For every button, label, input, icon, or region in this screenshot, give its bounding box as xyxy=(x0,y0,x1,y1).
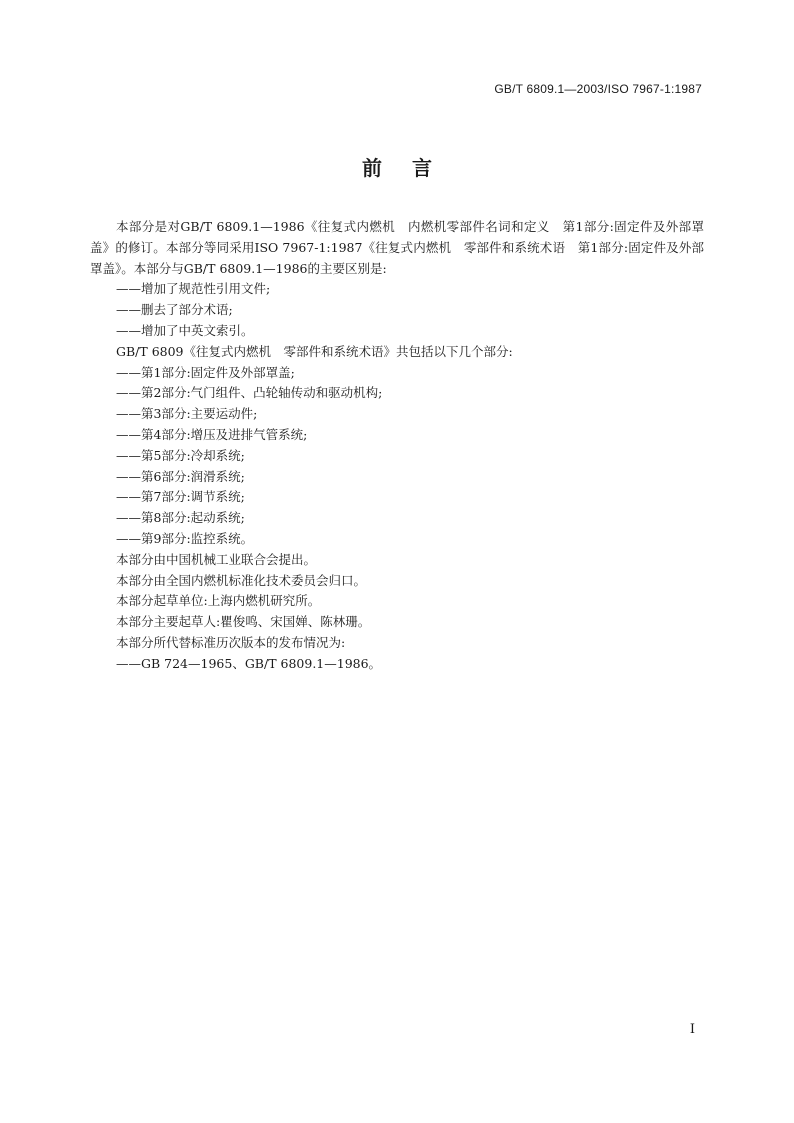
statement-committee: 本部分由全国内燃机标准化技术委员会归口。 xyxy=(116,572,367,588)
part-item: ——第9部分:监控系统。 xyxy=(116,530,254,546)
part-item: ——第3部分:主要运动件; xyxy=(116,406,258,422)
foreword-body xyxy=(90,217,704,675)
difference-item: ——增加了规范性引用文件; xyxy=(116,281,271,297)
statement-history-intro: 本部分所代替标准历次版本的发布情况为: xyxy=(116,634,346,650)
part-item: ——第6部分:润滑系统; xyxy=(116,468,245,484)
page-number: I xyxy=(689,1022,695,1037)
part-item: ——第4部分:增压及进排气管系统; xyxy=(116,426,308,442)
parts-intro: GB/T 6809《往复式内燃机 零部件和系统术语》共包括以下几个部分: xyxy=(116,343,513,359)
difference-item: ——增加了中英文索引。 xyxy=(116,322,254,338)
statement-drafting-unit: 本部分起草单位:上海内燃机研究所。 xyxy=(116,593,321,609)
standard-code: GB/T 6809.1—2003/ISO 7967-1:1987 xyxy=(494,82,702,96)
part-item: ——第7部分:调节系统; xyxy=(116,489,245,505)
history-item: ——GB 724—1965、GB/T 6809.1—1986。 xyxy=(116,655,382,671)
page-title: 前言 xyxy=(362,156,462,180)
statement-proposer: 本部分由中国机械工业联合会提出。 xyxy=(116,551,317,567)
statement-drafters: 本部分主要起草人:瞿俊鸣、宋国婵、陈林珊。 xyxy=(116,614,371,630)
part-item: ——第5部分:冷却系统; xyxy=(116,447,245,463)
part-item: ——第8部分:起动系统; xyxy=(116,510,245,526)
difference-item: ——删去了部分术语; xyxy=(116,302,233,318)
intro-paragraph: 本部分是对GB/T 6809.1—1986《往复式内燃机 内燃机零部件名词和定义 第1部分:固定件及外部罩盖》的修订。本部分等同采用ISO 7967-1:1987《往复式内燃机 零部件和系统术语 第1部分:固定件及外部罩盖》。本部分与GB/T 6809.1—1986的主要区别是: xyxy=(90,219,704,276)
part-item: ——第1部分:固定件及外部罩盖; xyxy=(116,364,295,380)
part-item: ——第2部分:气门组件、凸轮轴传动和驱动机构; xyxy=(116,385,383,401)
